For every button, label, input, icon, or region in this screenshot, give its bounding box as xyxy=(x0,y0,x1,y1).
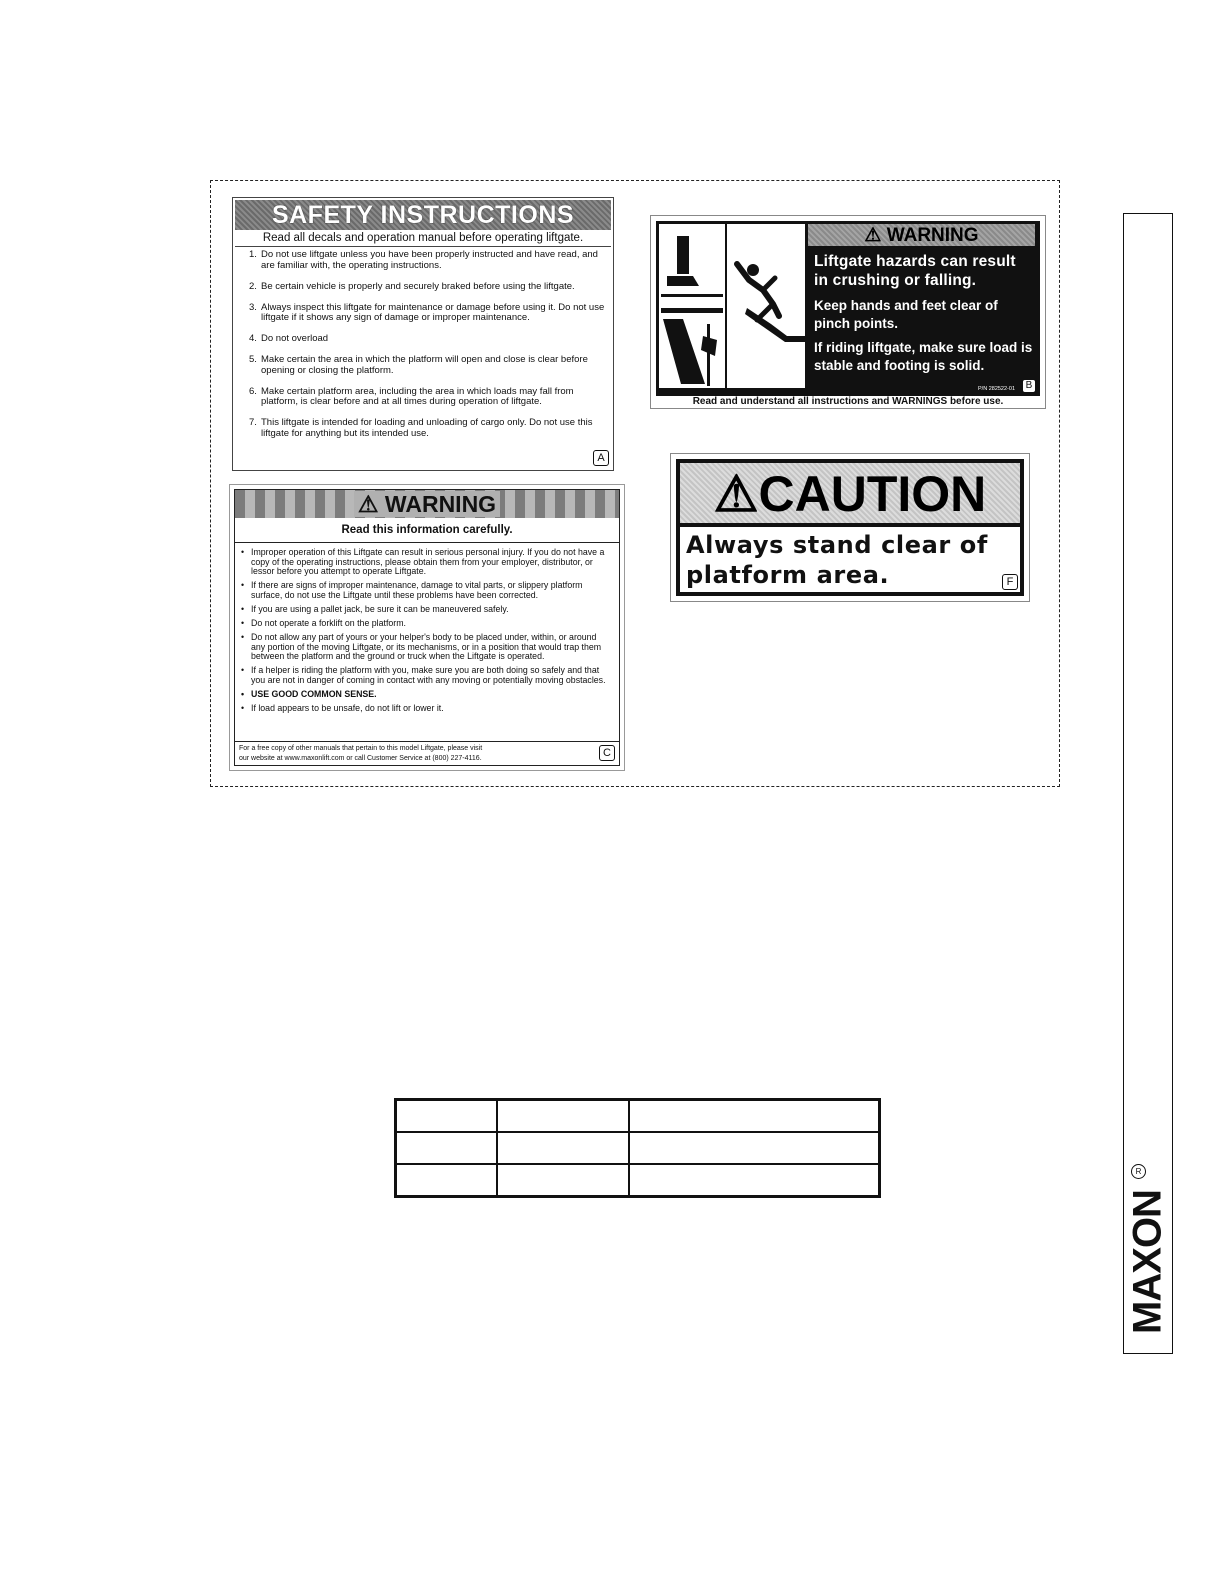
list-item: • If load appears to be unsafe, do not lift or lower it. xyxy=(239,704,613,714)
list-item: 1. Do not use liftgate unless you have been properly instructed and have read, and are familiar with, the operating instructions. xyxy=(249,249,598,271)
list-item: 6. Make certain platform area, including the area in which loads may fall from platform, is clear before and at all times during operation of liftgate. xyxy=(249,385,574,407)
table-cell xyxy=(396,1164,498,1197)
decal-f-title: ⚠CAUTION xyxy=(680,463,1020,523)
list-item: 4. Do not overload xyxy=(249,333,329,344)
falling-person-icon xyxy=(727,224,805,388)
decal-c-footer-line2: our website at www.maxonlift.com or call Customer Service at (800) 227-4116. xyxy=(239,755,482,762)
decal-b-line1: Keep hands and feet clear of pinch points. xyxy=(814,298,998,331)
fall-hazard-pictogram xyxy=(727,224,805,388)
decal-c-frame xyxy=(234,489,620,766)
decal-b-headline: Liftgate hazards can result in crushing or falling. xyxy=(814,253,1016,289)
table-cell xyxy=(629,1164,880,1197)
table-cell xyxy=(497,1132,629,1164)
decal-a-title: SAFETY INSTRUCTIONS xyxy=(235,200,611,230)
table-cell xyxy=(396,1100,498,1133)
decal-f-tag: F xyxy=(1002,574,1018,590)
warning-decal-c xyxy=(229,484,625,771)
table-cell xyxy=(497,1164,629,1197)
list-item: 3. Always inspect this liftgate for maintenance or damage before using it. Do not use liftgate if it shows any sign of damage or improper maintenance. xyxy=(249,301,605,323)
registered-mark-icon: R xyxy=(1131,1164,1146,1179)
decal-b-tag: B xyxy=(1022,379,1036,393)
table-row xyxy=(396,1100,880,1133)
decal-b-footer: Read and understand all instructions and WARNINGS before use. xyxy=(656,395,1040,407)
decal-f-text: Always stand clear of platform area. xyxy=(680,527,1020,592)
decal-a-list xyxy=(233,250,605,450)
decal-reference-table xyxy=(394,1098,881,1198)
decal-c-list xyxy=(239,548,613,718)
hand-crush-icon xyxy=(659,224,725,388)
list-item: • If a helper is riding the platform with you, make sure you are both doing so safely and that you are not in danger of coming in contact with any moving or potentially moving obstacles. xyxy=(239,666,613,685)
decal-c-footer-line1: For a free copy of other manuals that pertain to this model Liftgate, please visit xyxy=(239,745,483,752)
decal-b-part-number: P/N 282522-01 xyxy=(978,386,1015,392)
warning-decal-b xyxy=(650,215,1046,409)
decal-b-title: ⚠ WARNING xyxy=(808,224,1035,246)
table-row xyxy=(396,1132,880,1164)
decal-c-subtitle: Read this information carefully. xyxy=(235,518,619,543)
list-item: • If there are signs of improper maintenance, damage to vital parts, or slippery platform surface, do not use the Liftgate until these problems have been corrected. xyxy=(239,581,613,600)
decal-c-tag: C xyxy=(599,745,615,761)
safety-instructions-decal xyxy=(232,197,614,471)
list-item: • USE GOOD COMMON SENSE. xyxy=(239,690,613,700)
brand-name: MAXON xyxy=(1125,1190,1170,1334)
decal-c-title-bar xyxy=(235,490,619,518)
pinch-point-pictogram xyxy=(659,224,725,388)
table-row xyxy=(396,1164,880,1197)
list-item: 7. This liftgate is intended for loading and unloading of cargo only. Do not use this liftgate for anything but its intended use. xyxy=(249,417,593,439)
decal-b-panel xyxy=(656,221,1040,396)
decal-b-text xyxy=(814,252,1033,381)
decal-f-frame xyxy=(676,459,1024,596)
decal-a-tag: A xyxy=(593,450,609,466)
decal-a-subtitle: Read all decals and operation manual before operating liftgate. xyxy=(235,231,611,247)
list-item: • Do not operate a forklift on the platform. xyxy=(239,619,613,629)
table-cell xyxy=(396,1132,498,1164)
list-item: • Improper operation of this Liftgate can result in serious personal injury. If you do not have a copy of the operating instructions, please obtain them from your employer, distributor, or lessor before you attempt to operate Liftgate. xyxy=(239,548,613,577)
side-tab xyxy=(1123,213,1173,1354)
list-item: 5. Make certain the area in which the platform will open and close is clear before opening or closing the platform. xyxy=(249,354,588,376)
caution-decal-f xyxy=(670,453,1030,602)
decal-b-line2: If riding liftgate, make sure load is stable and footing is solid. xyxy=(814,340,1033,373)
table-cell xyxy=(497,1100,629,1133)
table-cell xyxy=(629,1100,880,1133)
list-item: • Do not allow any part of yours or your helper's body to be placed under, within, or around any portion of the moving Liftgate, or its mechanisms, or in a position that would trap them between the platform and the ground or truck when the Liftgate is operated. xyxy=(239,633,613,662)
list-item: 2. Be certain vehicle is properly and securely braked before using the liftgate. xyxy=(249,280,575,292)
decal-c-footer xyxy=(235,741,619,765)
list-item: • If you are using a pallet jack, be sure it can be maneuvered safely. xyxy=(239,605,613,615)
decal-c-title: ⚠ WARNING xyxy=(354,491,500,517)
table-cell xyxy=(629,1132,880,1164)
